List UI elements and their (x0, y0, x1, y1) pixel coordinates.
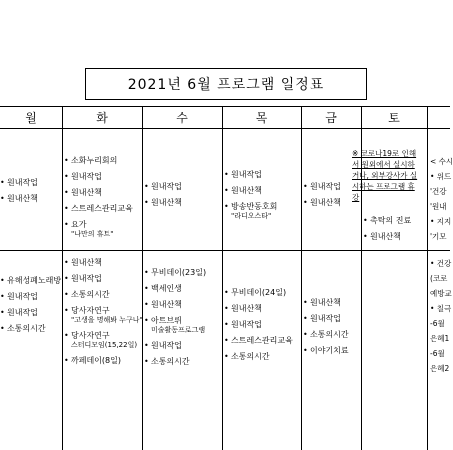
program-subtitle: 미술활동프로그램 (151, 326, 206, 334)
program-item (303, 330, 349, 340)
program-label: 스트레스관리교육 (231, 336, 293, 345)
covid-notice: ※ 코로나19로 인해서 원외에서 실시하거나, 외부강사가 실시하는 프로그램 휴강 (352, 149, 418, 202)
program-item (303, 346, 349, 356)
program-subtitle: "고생을 명해봐 누구나" (71, 316, 143, 324)
program-item (64, 274, 143, 284)
program-item (64, 331, 143, 350)
week2-side-notes (430, 258, 452, 378)
program-label: 원내작업 (7, 178, 38, 187)
program-label: 원내산책 (310, 198, 341, 207)
program-label: 원내작업 (231, 320, 262, 329)
side-note-line: 예방교 (430, 289, 452, 298)
program-label: 원내작업 (7, 308, 38, 317)
side-note-line: -6월 (430, 319, 445, 328)
program-item (64, 204, 133, 214)
program-item (64, 172, 133, 182)
bullet-icon: • (303, 330, 308, 339)
program-label: 무비데이(23일) (151, 268, 207, 277)
program-label: 무비데이(24일) (231, 288, 287, 297)
program-item (363, 216, 411, 226)
program-label: 원내산책 (231, 186, 262, 195)
program-item (144, 284, 206, 294)
week1-side-notes (430, 156, 453, 246)
week1-tue-cell (64, 156, 133, 245)
side-note-line: (코로 (430, 274, 448, 283)
program-item (64, 356, 143, 366)
program-item (224, 186, 277, 196)
program-item (303, 198, 341, 208)
page-title: 2021년 6월 프로그램 일정표 (85, 68, 367, 100)
bullet-icon: • (64, 331, 69, 340)
program-item (64, 156, 133, 166)
bullet-icon: • (303, 346, 308, 355)
program-label: 원내작업 (71, 172, 102, 181)
program-label: 원내작업 (71, 274, 102, 283)
program-item (224, 352, 293, 362)
column-divider (222, 106, 223, 450)
program-item (144, 300, 206, 310)
program-item (224, 288, 293, 298)
program-item (144, 268, 206, 278)
program-label: 소통의시간 (231, 352, 270, 361)
week-divider (0, 250, 450, 251)
bullet-icon: • (64, 204, 69, 213)
program-item (303, 298, 349, 308)
bullet-icon: • (64, 290, 69, 299)
program-item (64, 306, 143, 325)
program-label: 원내작업 (310, 314, 341, 323)
program-item (303, 314, 349, 324)
column-divider (301, 106, 302, 450)
program-item (144, 198, 182, 208)
bullet-icon: • (224, 202, 229, 211)
program-item (64, 188, 133, 198)
program-item (363, 232, 411, 242)
program-label: 촉탁의 진료 (370, 216, 412, 225)
week2-mon-cell (0, 276, 61, 340)
week2-tue-cell (64, 258, 143, 372)
bullet-icon: • (64, 220, 69, 229)
header-thu: 목 (255, 110, 268, 125)
side-note-line: • 위드 (430, 172, 452, 181)
bullet-icon: • (144, 182, 149, 191)
side-note-line: 은혜2 (430, 364, 450, 373)
side-note-line: 은혜1 (430, 334, 450, 343)
bullet-icon: • (144, 284, 149, 293)
week1-wed-cell (144, 182, 182, 214)
program-item (0, 276, 61, 286)
column-divider (62, 106, 63, 450)
program-item (0, 194, 38, 204)
bullet-icon: • (64, 356, 69, 365)
side-note-line: • 칠극 (430, 304, 452, 313)
bullet-icon: • (144, 198, 149, 207)
side-note-line: • 지지 (430, 217, 452, 226)
program-label: 백세인생 (151, 284, 182, 293)
bullet-icon: • (303, 198, 308, 207)
header-mon: 월 (25, 110, 37, 125)
bullet-icon: • (144, 300, 149, 309)
program-item (144, 341, 206, 351)
bullet-icon: • (0, 324, 5, 333)
side-note-line: < 수시 (430, 157, 453, 166)
program-label: 당사자연구 (71, 306, 110, 315)
program-label: 소화누리회의 (71, 156, 118, 165)
bullet-icon: • (64, 156, 69, 165)
program-label: 원내작업 (310, 182, 341, 191)
header-divider (0, 128, 450, 129)
program-subtitle: "라디오스타" (231, 212, 272, 220)
bullet-icon: • (363, 216, 368, 225)
program-subtitle: 스터디모임(15,22일) (71, 341, 138, 349)
bullet-icon: • (224, 288, 229, 297)
program-item (64, 258, 143, 268)
program-label: 소통의시간 (71, 290, 110, 299)
bullet-icon: • (64, 188, 69, 197)
program-label: 아트브뤼 (151, 316, 182, 325)
header-sat: 토 (388, 110, 400, 125)
bullet-icon: • (224, 320, 229, 329)
header-tue: 화 (96, 110, 108, 125)
program-item (224, 202, 277, 221)
bullet-icon: • (64, 172, 69, 181)
bullet-icon: • (64, 274, 69, 283)
program-label: 소통의시간 (310, 330, 349, 339)
bullet-icon: • (303, 298, 308, 307)
bullet-icon: • (144, 268, 149, 277)
program-item (144, 182, 182, 192)
program-label: 원내산책 (151, 198, 182, 207)
program-label: 원내작업 (151, 341, 182, 350)
program-item (224, 336, 293, 346)
program-label: 이야기치료 (310, 346, 349, 355)
side-note-line: '건강 (430, 187, 447, 196)
week1-mon-cell (0, 178, 38, 210)
bullet-icon: • (144, 357, 149, 366)
bullet-icon: • (0, 178, 5, 187)
program-label: 원내작업 (7, 292, 38, 301)
program-item (0, 324, 61, 334)
bullet-icon: • (64, 258, 69, 267)
program-item (0, 308, 61, 318)
bullet-icon: • (303, 182, 308, 191)
bullet-icon: • (0, 292, 5, 301)
program-label: 원내산책 (370, 232, 401, 241)
header-fri: 금 (325, 110, 337, 125)
program-item (0, 178, 38, 188)
side-note-line: '기모 (430, 232, 447, 241)
bullet-icon: • (0, 276, 5, 285)
bullet-icon: • (64, 306, 69, 315)
bullet-icon: • (0, 194, 5, 203)
program-item (144, 316, 206, 335)
bullet-icon: • (144, 341, 149, 350)
side-note-line: '원내 (430, 202, 447, 211)
side-note-line: -6월 (430, 349, 445, 358)
bullet-icon: • (224, 186, 229, 195)
program-label: 원내산책 (231, 304, 262, 313)
bullet-icon: • (363, 232, 368, 241)
program-label: 당사자연구 (71, 331, 110, 340)
program-label: 요가 (71, 220, 87, 229)
program-item (64, 290, 143, 300)
program-label: 원내산책 (310, 298, 341, 307)
side-note-line: • 건강 (430, 259, 452, 268)
program-item (64, 220, 133, 239)
bullet-icon: • (224, 352, 229, 361)
bullet-icon: • (224, 336, 229, 345)
week2-wed-cell (144, 268, 206, 373)
program-item (303, 182, 341, 192)
week2-thu-cell (224, 288, 293, 368)
program-item (0, 292, 61, 302)
week1-sat-cell (363, 216, 411, 248)
program-label: 원내산책 (71, 258, 102, 267)
program-label: 원내산책 (151, 300, 182, 309)
program-item (144, 357, 206, 367)
program-label: 원내산책 (71, 188, 102, 197)
program-item (224, 320, 293, 330)
program-label: 원내작업 (151, 182, 182, 191)
program-label: 원내작업 (231, 170, 262, 179)
bullet-icon: • (224, 170, 229, 179)
program-label: 스트레스관리교육 (71, 204, 133, 213)
column-divider (427, 106, 428, 450)
program-label: 소통의시간 (151, 357, 190, 366)
bullet-icon: • (303, 314, 308, 323)
week1-thu-cell (224, 170, 277, 227)
program-label: 원내산책 (7, 194, 38, 203)
program-subtitle: "나만의 휴트" (71, 230, 114, 238)
program-label: 까페데이(8일) (71, 356, 121, 365)
program-item (224, 304, 293, 314)
program-item (224, 170, 277, 180)
bullet-icon: • (144, 316, 149, 325)
program-label: 소통의시간 (7, 324, 46, 333)
header-wed: 수 (176, 110, 188, 125)
program-label: 방송반동호회 (231, 202, 278, 211)
bullet-icon: • (0, 308, 5, 317)
bullet-icon: • (224, 304, 229, 313)
week2-fri-cell (303, 298, 349, 362)
program-label: 유해성폐노래방 (7, 276, 62, 285)
week1-fri-cell (303, 182, 341, 214)
